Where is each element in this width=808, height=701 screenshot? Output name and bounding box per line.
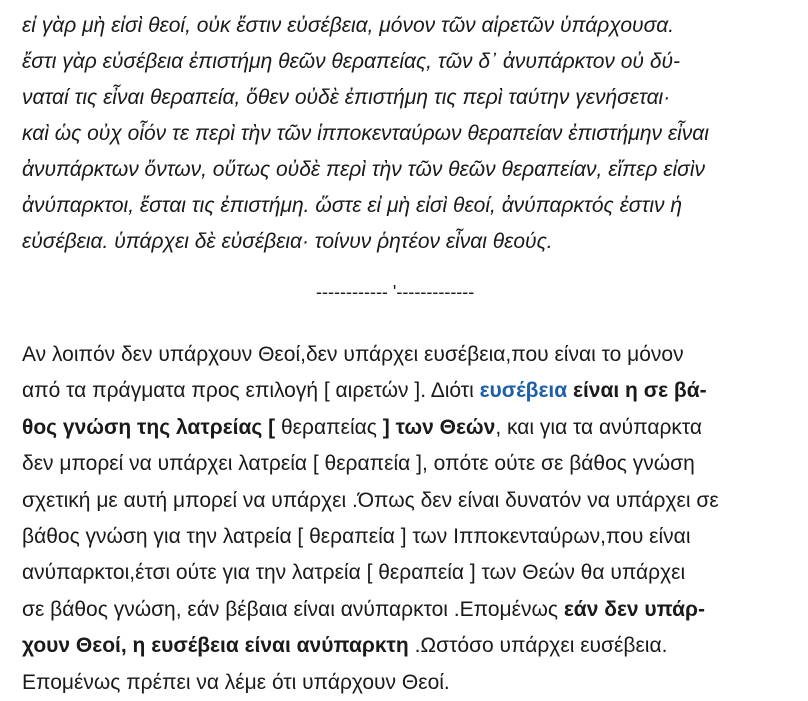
translation-line-8 (22, 592, 719, 628)
translation-line-1: Αν λοιπόν δεν υπάρχουν Θεοί,δεν υπάρχει ευσέβεια,που είναι το μόνον (22, 343, 684, 366)
translation-line-7: ανύπαρκτοι,έτσι ούτε για την λατρεία [ θεραπεία ] των Θεών θα υπάρχει (22, 561, 686, 585)
ancient-line-4: καὶ ὡς οὐχ οἷόν τε περὶ τὴν τῶν ἱπποκενταύρων θεραπείαν ἐπιστήμην εἶναι (22, 122, 709, 145)
modern-greek-translation (22, 337, 719, 701)
translation-line-6: βάθος γνώση για την λατρεία [ θεραπεία ] των Ιπποκενταύρων,που είναι (22, 524, 691, 548)
bold-phrase: θος γνώση της λατρείας [ (22, 415, 276, 439)
translation-line-10: Επομένως πρέπει να λέμε ότι υπάρχουν Θεοί. (22, 670, 450, 694)
bold-phrase: χουν Θεοί, η ευσέβεια είναι ανύπαρκτη (22, 634, 409, 658)
highlighted-term: ευσέβεια (479, 379, 568, 403)
section-separator: ------------ '------------- (316, 282, 475, 302)
ancient-line-2: ἔστι γὰρ εὐσέβεια ἐπιστήμη θεῶν θεραπείας, τῶν δ᾿ ἀνυπάρκτον οὐ δύ- (22, 50, 681, 73)
ancient-line-6: ἀνύπαρκτοι, ἔσται τις ἐπιστήμη. ὥστε εἰ μὴ εἰσὶ θεοί, ἀνύπαρκτός ἐστιν ἡ (22, 194, 682, 217)
translation-text: , και για τα ανύπαρκτα (495, 415, 703, 439)
ancient-line-5: ἀνυπάρκτων ὄντων, οὕτως οὐδὲ περὶ τὴν τῶν θεῶν θεραπείαν, εἴπερ εἰσὶν (22, 158, 705, 181)
bold-phrase: εάν δεν υπάρ- (563, 597, 706, 621)
translation-text: σε βάθος γνώση, εάν βέβαια είναι ανύπαρκτοι .Επομένως (22, 597, 564, 621)
bold-phrase: ] των Θεών (382, 415, 496, 439)
translation-line-4: δεν μπορεί να υπάρχει λατρεία [ θεραπεία ], οπότε ούτε σε βάθος γνώση (22, 452, 695, 476)
ancient-line-3: ναταί τις εἶναι θεραπεία, ὅθεν οὐδὲ ἐπιστήμη τις περὶ ταύτην γενήσεται· (22, 86, 671, 109)
translation-text: από τα πράγματα προς επιλογή [ αιρετών ]. Διότι (22, 379, 480, 403)
bold-phrase: είναι η σε βά- (567, 379, 707, 403)
translation-line-3 (22, 410, 719, 446)
translation-text: .Ωστόσο υπάρχει ευσέβεια. (408, 634, 668, 658)
translation-line-9 (22, 628, 719, 664)
translation-text: θεραπείας (275, 415, 383, 439)
ancient-line-1: εἰ γὰρ μὴ εἰσὶ θεοί, οὐκ ἔστιν εὐσέβεια, μόνον τῶν αἱρετῶν ὑπάρχουσα. (22, 14, 675, 37)
ancient-line-7: εὐσέβεια. ὑπάρχει δὲ εὐσέβεια· τοίνυν ῥητέον εἶναι θεούς. (22, 230, 553, 253)
translation-line-5: σχετική με αυτή μπορεί να υπάρχει .Όπως δεν είναι δυνατόν να υπάρχει σε (22, 488, 719, 512)
ancient-greek-passage (22, 8, 709, 260)
translation-line-2 (22, 373, 719, 409)
